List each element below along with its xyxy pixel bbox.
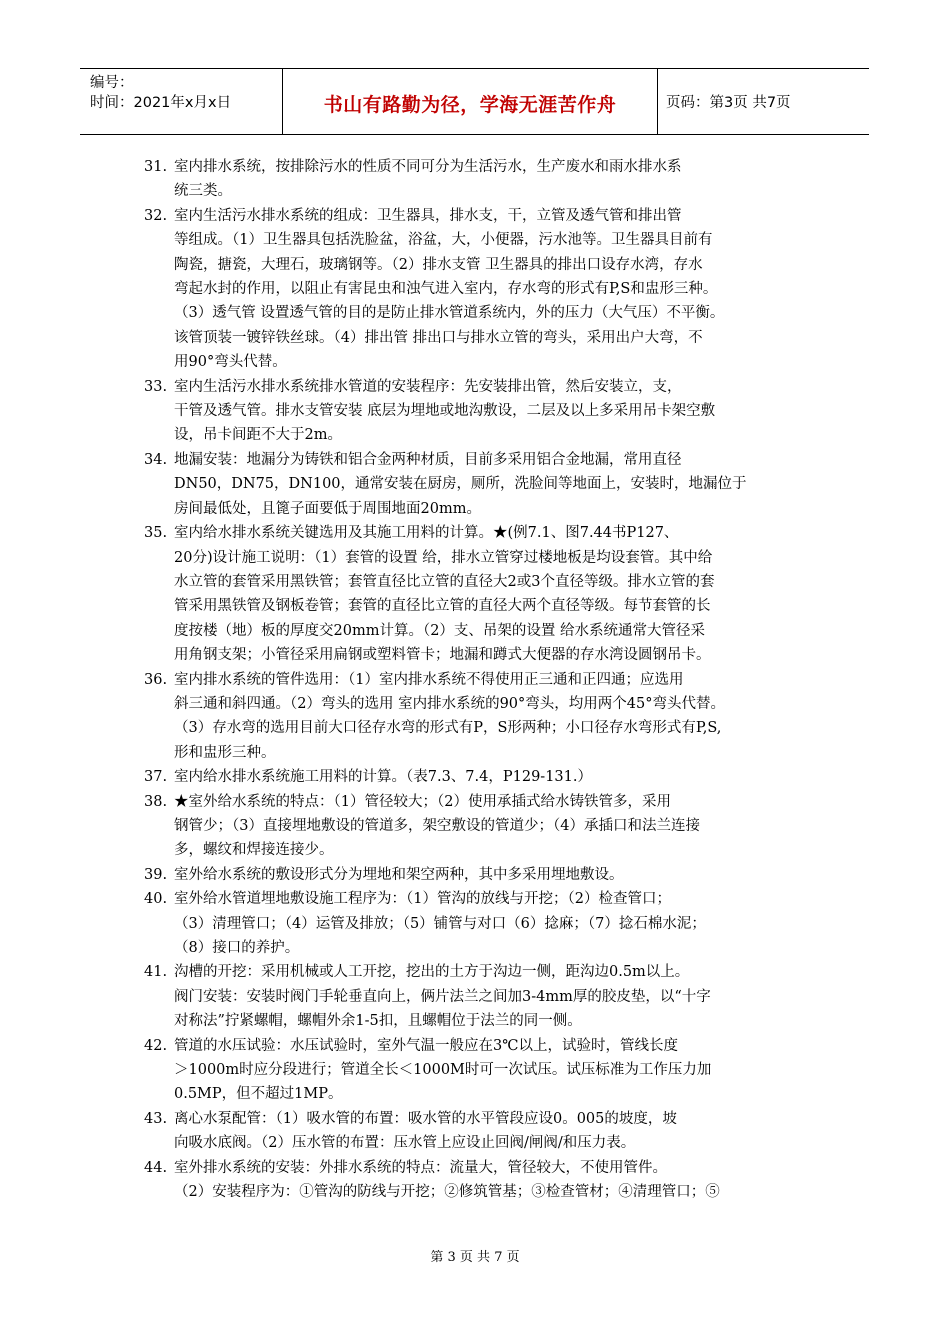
header-meta <box>80 69 283 134</box>
item-text: 室内排水系统的管件选用：（1）室内排水系统不得使用正三通和正四通；应选用 斜三通和斜四通。（2）弯头的选用 室内排水系统的90°弯头，均用两个45°弯头代替。 （3）存水弯的选用目前大口径存水弯的形式有P，S形两种；小口径存水弯形式有P,S, 形和盅形三种。 <box>174 671 725 761</box>
document-body <box>144 155 810 1204</box>
page-header <box>80 68 869 135</box>
list-item <box>144 668 810 766</box>
item-text: 室外给水管道埋地敷设施工程序为：（1）管沟的放线与开挖；（2）检查管口； （3）清理管口；（4）运管及排放；（5）铺管与对口（6）捻麻；（7）捻石棉水泥； （8）接口的养护。 <box>174 891 706 956</box>
item-text: 室内生活污水排水系统的组成：卫生器具，排水支，干，立管及透气管和排出管 等组成。（1）卫生器具包括洗脸盆，浴盆，大，小便器，污水池等。卫生器具目前有 陶瓷，搪瓷，大理石，玻璃钢等。（2）排水支管 卫生器具的排出口设存水湾，存水 弯起水封的作用，以阻止有害昆虫和浊气进入室内，存水弯的形式有P,S和盅形三种。 （3）透气管 设置透气管的目的是防止排水管道系统内，外的压力（大气压）不平衡。 该管顶装一镀锌铁丝球。（4）排出管 排出口与排水立管的弯头，采用出户大弯，不 用90°弯头代替。 <box>174 207 725 371</box>
time-label: 时间：2021年x月x日 <box>90 95 232 111</box>
list-item <box>144 448 810 521</box>
list-item <box>144 375 810 448</box>
item-text: 室内给水排水系统施工用料的计算。（表7.3、7.4，P129-131.） <box>174 769 592 786</box>
item-text: 沟槽的开挖：采用机械或人工开挖，挖出的土方于沟边一侧，距沟边0.5m以上。 阀门安装：安装时阀门手轮垂直向上，俩片法兰之间加3-4mm厚的胶皮垫，以“十字 对称法”拧紧螺帽，螺帽外余1-5扣，且螺帽位于法兰的同一侧。 <box>174 964 711 1030</box>
list-item <box>144 960 810 1033</box>
list-item <box>144 521 810 667</box>
list-item <box>144 790 810 863</box>
item-number: 44. <box>144 1159 168 1176</box>
item-text: 室内给水排水系统关键选用及其施工用料的计算。★(例7.1、图7.44书P127、 20分)设计施工说明：（1）套管的设置 给，排水立管穿过楼地板是均设套管。其中给 水立管的套管采用黑铁管；套管直径比立管的直径大2或3个直径等级。排水立管的套 管采用黑铁管及钢板卷管；套管的直径比立管的直径大两个直径等级。每节套管的长 度按楼（地）板的厚度交20mm计算。（2）支、吊架的设置 给水系统通常大管径采 用角钢支架；小管径采用扁钢或塑料管卡；地漏和蹲式大便器的存水湾设圆钢吊卡。 <box>174 525 715 664</box>
list-item <box>144 1156 810 1205</box>
list-item <box>144 887 810 960</box>
item-text: 室外给水系统的敷设形式分为埋地和架空两种，其中多采用埋地敷设。 <box>174 866 624 883</box>
code-label: 编号： <box>90 75 134 91</box>
list-item <box>144 863 810 887</box>
item-number: 41. <box>144 964 168 981</box>
item-number: 31. <box>144 159 168 175</box>
item-text: 室外排水系统的安装：外排水系统的特点：流量大，管径较大，不使用管件。 （2）安装程序为：①管沟的防线与开挖；②修筑管基；③检查管材；④清理管口；⑤ <box>174 1159 720 1201</box>
item-number: 43. <box>144 1110 168 1127</box>
header-page-label: 页码：第3页 共7页 <box>666 95 791 111</box>
item-text: 管道的水压试验：水压试验时，室外气温一般应在3℃以上，试验时，管线长度 ＞1000m时应分段进行；管道全长＜1000M时可一次试压。试压标准为工作压力加 0.5MP，但不超过1MP。 <box>174 1037 712 1103</box>
item-number: 39. <box>144 866 168 883</box>
page-footer: 第 3 页 共 7 页 <box>430 1250 520 1265</box>
item-number: 37. <box>144 769 168 786</box>
list-item <box>144 1034 810 1107</box>
item-text: 室内生活污水排水系统排水管道的安装程序：先安装排出管，然后安装立，支， 干管及透气管。排水支管安装 底层为埋地或地沟敷设，二层及以上多采用吊卡架空敷 设，吊卡间距不大于2m。 <box>174 378 716 444</box>
item-number: 40. <box>144 891 168 908</box>
list-item <box>144 204 810 375</box>
item-number: 33. <box>144 378 168 395</box>
list-item <box>144 155 810 204</box>
item-number: 32. <box>144 207 168 224</box>
item-number: 38. <box>144 793 168 810</box>
list-item <box>144 1107 810 1156</box>
list-item <box>144 765 810 789</box>
item-number: 34. <box>144 451 168 468</box>
item-text: ★室外给水系统的特点：（1）管径较大；（2）使用承插式给水铸铁管多，采用 钢管少；（3）直接埋地敷设的管道多，架空敷设的管道少；（4）承插口和法兰连接 多，螺纹和焊接连接少。 <box>174 793 700 859</box>
item-text: 地漏安装：地漏分为铸铁和铝合金两种材质，目前多采用铝合金地漏，常用直径 DN50，DN75，DN100，通常安装在厨房，厕所，洗脸间等地面上，安装时，地漏位于 房间最低处，且篦子面要低于周围地面20mm。 <box>174 451 747 517</box>
header-motto: 书山有路勤为径，学海无涯苦作舟 <box>283 69 658 134</box>
item-number: 35. <box>144 525 168 542</box>
item-number: 36. <box>144 671 168 688</box>
item-text: 室内排水系统，按排除污水的性质不同可分为生活污水，生产废水和雨水排水系 统三类。 <box>174 159 682 200</box>
item-text: 离心水泵配管：（1）吸水管的布置：吸水管的水平管段应设0。005的坡度，坡 向吸水底阀。（2）压水管的布置：压水管上应设止回阀/闸阀/和压力表。 <box>174 1110 677 1152</box>
item-number: 42. <box>144 1037 168 1054</box>
